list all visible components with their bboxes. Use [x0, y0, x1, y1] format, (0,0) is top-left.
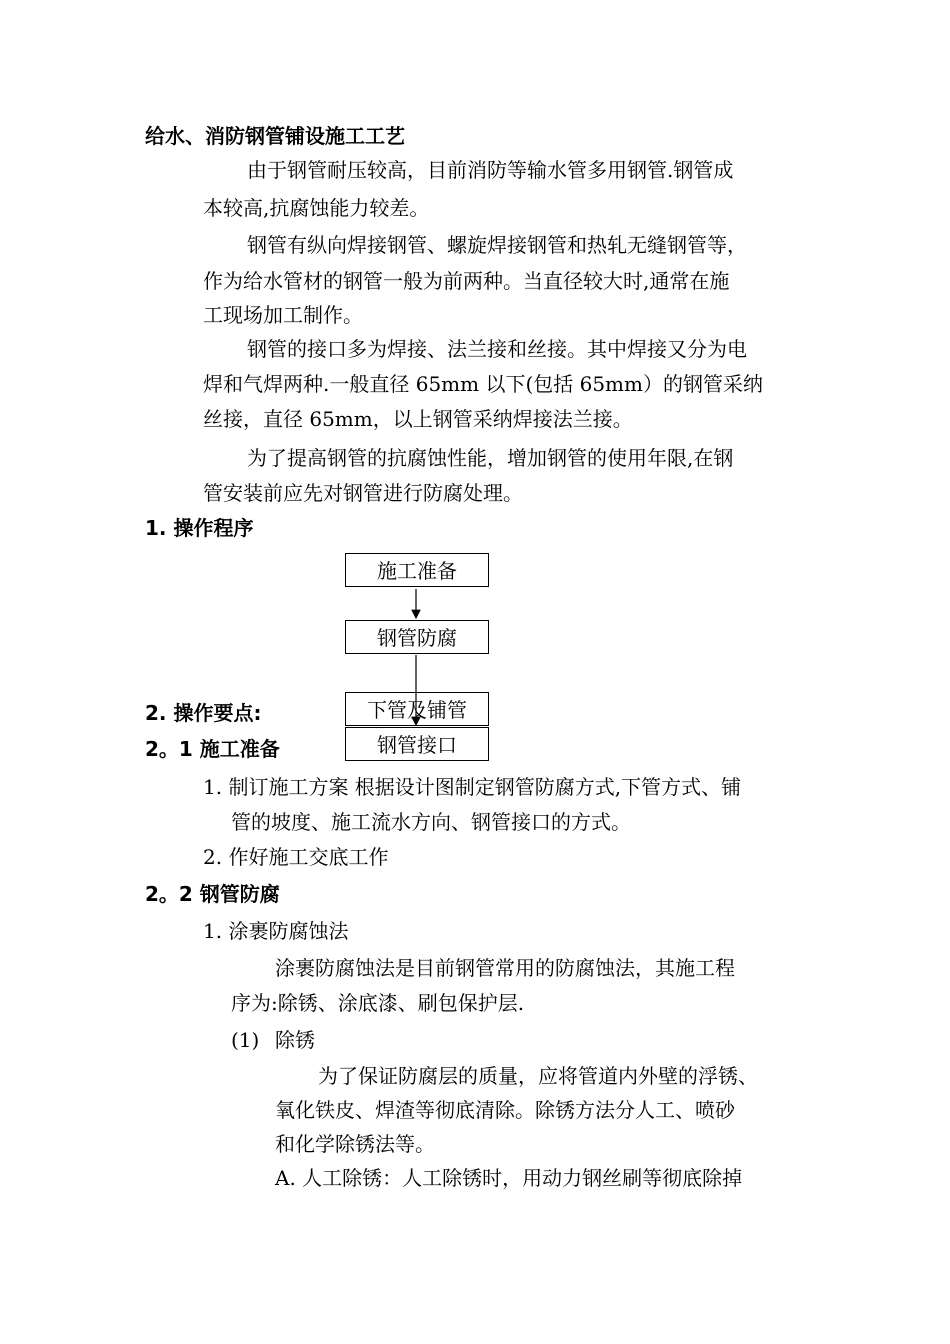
prep-item-2: 2. 作好施工交底工作 — [203, 845, 389, 869]
prep-item-1-line1: 1. 制订施工方案 根据设计图制定钢管防腐方式,下管方式、铺 — [203, 775, 742, 799]
corrosion-item-1-text-line1: 涂裹防腐蚀法是目前钢管常用的防腐蚀法，其施工程 — [275, 956, 735, 980]
corrosion-item-1: 1. 涂裹防腐蚀法 — [203, 919, 349, 943]
intro-p2-line1: 钢管有纵向焊接钢管、螺旋焊接钢管和热轧无缝钢管等， — [247, 233, 747, 257]
flow-step-joint-label: 钢管接口 — [377, 733, 457, 757]
document-title: 给水、消防钢管铺设施工工艺 — [145, 124, 405, 148]
intro-p2-line2: 作为给水管材的钢管一般为前两种。当直径较大时,通常在施 — [203, 269, 730, 293]
intro-p4-line2: 管安装前应先对钢管进行防腐处理。 — [203, 481, 523, 505]
corrosion-item-1-text-line2: 序为:除锈、涂底漆、刷包保护层. — [231, 991, 525, 1015]
prep-item-1-line2: 管的坡度、施工流水方向、钢管接口的方式。 — [231, 810, 631, 834]
flow-step-anticorrosion — [345, 620, 489, 654]
intro-p4-line1: 为了提高钢管的抗腐蚀性能，增加钢管的使用年限,在钢 — [247, 446, 734, 470]
section-1-heading: 1. 操作程序 — [145, 516, 254, 540]
section-2-heading: 2. 操作要点: — [145, 701, 262, 725]
intro-p3-line2: 焊和气焊两种.一般直径 65mm 以下(包括 65mm）的钢管采纳 — [203, 372, 763, 396]
intro-p1-line1: 由于钢管耐压较高，目前消防等输水管多用钢管.钢管成 — [247, 158, 734, 182]
rust-removal-label: 除锈 — [275, 1028, 315, 1052]
rust-removal-text-line2: 氧化铁皮、焊渣等彻底清除。除锈方法分人工、喷砂 — [275, 1098, 735, 1122]
intro-p3-line3: 丝接，直径 65mm，以上钢管采纳焊接法兰接。 — [203, 407, 633, 431]
flow-step-laying — [345, 692, 489, 726]
intro-p1-line2: 本较高,抗腐蚀能力较差。 — [203, 196, 430, 220]
section-2-2-heading: 2。2 钢管防腐 — [145, 882, 280, 906]
flow-step-joint — [345, 727, 489, 761]
flow-step-laying-label: 下管及铺管 — [367, 698, 467, 722]
section-2-1-heading: 2。1 施工准备 — [145, 737, 280, 761]
rust-removal-text-line3: 和化学除锈法等。 — [275, 1132, 435, 1156]
rust-removal-number: (1) — [231, 1028, 260, 1052]
manual-rust-removal-text: A. 人工除锈：人工除锈时，用动力钢丝刷等彻底除掉 — [275, 1166, 743, 1190]
flow-step-prep — [345, 553, 489, 587]
rust-removal-text-line1: 为了保证防腐层的质量，应将管道内外壁的浮锈、 — [318, 1064, 758, 1088]
flow-step-prep-label: 施工准备 — [377, 559, 457, 583]
intro-p2-line3: 工现场加工制作。 — [203, 303, 363, 327]
flow-step-anticorrosion-label: 钢管防腐 — [377, 626, 457, 650]
intro-p3-line1: 钢管的接口多为焊接、法兰接和丝接。其中焊接又分为电 — [247, 337, 747, 361]
